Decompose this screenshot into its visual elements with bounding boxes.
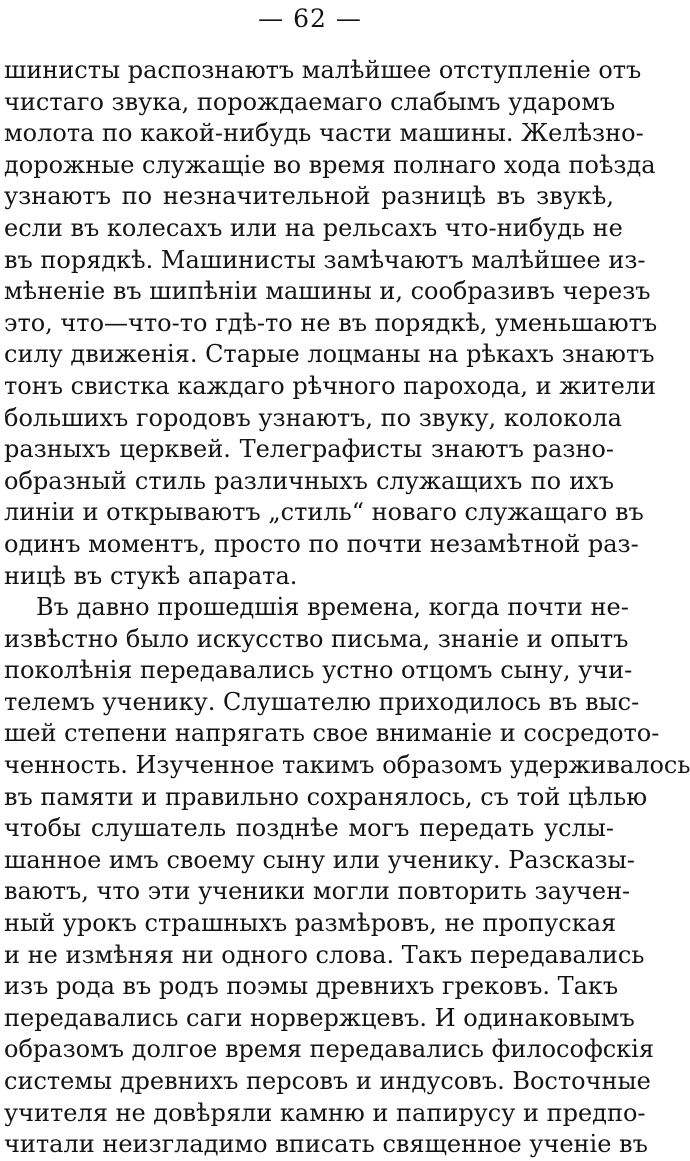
text-line: шинисты распознаютъ малѣйшее отступленіе отъ (4, 56, 642, 84)
text-line: учителя не довѣряли камню и папирусу и предпо- (4, 1098, 646, 1127)
text-line: изъ рода въ родъ поэмы древнихъ грековъ. Такъ (4, 972, 619, 1001)
text-line: шей степени напрягать свое вниманіе и сосредото- (4, 719, 660, 748)
text-line: читали неизгладимо вписать священное ученіе въ (4, 1130, 648, 1159)
text-line: тонъ свистка каждаго рѣчного парохода, и жители (4, 371, 657, 400)
text-line: въ памяти и правильно сохранялось, съ той цѣлью (4, 782, 648, 811)
paragraph-1 (4, 55, 658, 592)
text-line: системы древнихъ персовъ и индусовъ. Восточные (4, 1067, 651, 1095)
text-line: чистаго звука, порождаемаго слабымъ ударомъ (4, 87, 616, 116)
text-line: мѣненіе въ шипѣніи машины и, сообразивъ черезъ (4, 277, 651, 306)
text-line: чтобы слушатель позднѣе могъ передать услы- (4, 814, 614, 843)
text-line: Въ давно прошедшія времена, когда почти не- (36, 593, 629, 622)
text-line: въ порядкѣ. Машинисты замѣчаютъ малѣйшее из- (4, 245, 646, 274)
text-line: дорожные служащіе во время полнаго хода поѣзда (4, 150, 656, 179)
text-line: и не измѣняя ни одного слова. Такъ передавались (4, 940, 645, 969)
text-line: линіи и открываютъ „стиль“ новаго служащаго въ (4, 498, 644, 527)
text-line: образомъ долгое время передавались философскія (4, 1035, 654, 1064)
text-line: ваютъ, что эти ученики могли повторить заучен- (4, 877, 631, 906)
text-line: ный урокъ страшныхъ размѣровъ, не пропуская (4, 909, 617, 938)
text-line: разныхъ церквей. Телеграфисты знаютъ разно- (4, 435, 614, 464)
paragraph-2 (4, 592, 690, 1161)
text-line: большихъ городовъ узнаютъ, по звуку, колокола (4, 403, 622, 432)
text-line: если въ колесахъ или на рельсахъ что-нибудь не (4, 213, 623, 242)
body-text (4, 55, 690, 1161)
text-line: силу движенія. Старые лоцманы на рѣкахъ знаютъ (4, 340, 655, 369)
page-number: — 62 — (258, 4, 362, 33)
text-line: извѣстно было искусство письма, знаніе и опытъ (4, 624, 629, 653)
text-line: это, что—что-то гдѣ-то не въ порядкѣ, уменьшаютъ (4, 308, 658, 337)
text-line: узнаютъ по незначительной разницѣ въ звукѣ, (4, 182, 614, 211)
text-line: шанное имъ своему сыну или ученику. Разсказы- (4, 845, 635, 874)
text-line: телемъ ученику. Слушателю приходилось въ выс- (4, 687, 640, 716)
text-line: образный стиль различныхъ служащихъ по ихъ (4, 466, 614, 495)
text-line: поколѣнія передавались устно отцомъ сыну, учи- (4, 656, 633, 685)
text-line: передавались саги норвержцевъ. И одинаковымъ (4, 1003, 635, 1032)
text-line: ницѣ въ стукѣ апарата. (4, 561, 298, 590)
text-line: молота по какой-нибудь части машины. Желѣзно- (4, 119, 644, 148)
text-line: одинъ моментъ, просто по почти незамѣтной раз- (4, 529, 639, 558)
text-line: ченность. Изученное такимъ образомъ удерживалось (4, 751, 690, 780)
